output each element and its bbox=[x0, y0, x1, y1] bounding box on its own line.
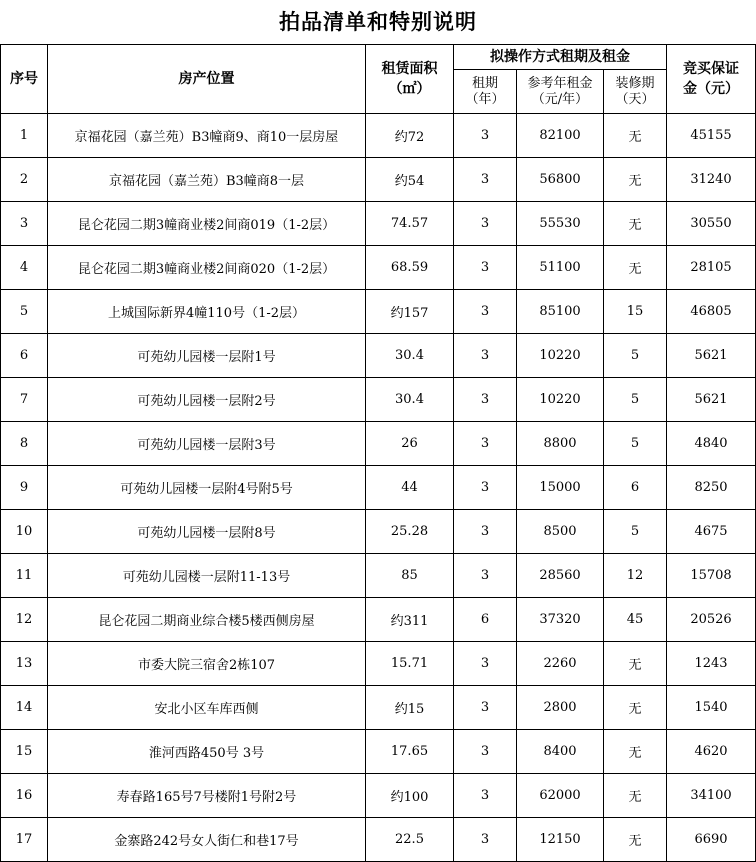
cell-area: 约54 bbox=[366, 158, 454, 202]
cell-reno: 无 bbox=[604, 730, 667, 774]
cell-reno: 15 bbox=[604, 290, 667, 334]
table-row bbox=[1, 510, 756, 554]
cell-term: 3 bbox=[454, 686, 517, 730]
cell-reno: 无 bbox=[604, 158, 667, 202]
cell-deposit: 4840 bbox=[667, 422, 756, 466]
col-header-area-line2: （㎡） bbox=[388, 81, 431, 97]
cell-term: 3 bbox=[454, 246, 517, 290]
table-row bbox=[1, 158, 756, 202]
table-row bbox=[1, 686, 756, 730]
cell-area: 68.59 bbox=[366, 246, 454, 290]
table-row bbox=[1, 334, 756, 378]
cell-reno: 无 bbox=[604, 246, 667, 290]
cell-deposit: 45155 bbox=[667, 114, 756, 158]
cell-no: 2 bbox=[1, 158, 48, 202]
cell-reno: 无 bbox=[604, 114, 667, 158]
cell-reno: 45 bbox=[604, 598, 667, 642]
cell-rent: 8400 bbox=[517, 730, 604, 774]
cell-no: 4 bbox=[1, 246, 48, 290]
table-row bbox=[1, 554, 756, 598]
cell-deposit: 20526 bbox=[667, 598, 756, 642]
col-header-rent-line1: 参考年租金 bbox=[527, 75, 593, 91]
col-header-reno-line1: 装修期 bbox=[615, 75, 655, 91]
cell-deposit: 4620 bbox=[667, 730, 756, 774]
cell-rent: 56800 bbox=[517, 158, 604, 202]
cell-area: 25.28 bbox=[366, 510, 454, 554]
cell-location: 上城国际新界4幢110号（1-2层） bbox=[48, 290, 366, 334]
cell-area: 约100 bbox=[366, 774, 454, 818]
cell-rent: 82100 bbox=[517, 114, 604, 158]
table-row bbox=[1, 466, 756, 510]
cell-area: 85 bbox=[366, 554, 454, 598]
cell-reno: 5 bbox=[604, 510, 667, 554]
cell-term: 3 bbox=[454, 642, 517, 686]
cell-rent: 2800 bbox=[517, 686, 604, 730]
cell-deposit: 1540 bbox=[667, 686, 756, 730]
cell-rent: 37320 bbox=[517, 598, 604, 642]
cell-reno: 5 bbox=[604, 422, 667, 466]
col-header-deposit-line1: 竞买保证 bbox=[683, 61, 739, 77]
cell-no: 6 bbox=[1, 334, 48, 378]
cell-area: 44 bbox=[366, 466, 454, 510]
cell-term: 3 bbox=[454, 158, 517, 202]
cell-location: 可苑幼儿园楼一层附2号 bbox=[48, 378, 366, 422]
cell-no: 9 bbox=[1, 466, 48, 510]
col-header-no: 序号 bbox=[1, 45, 48, 114]
cell-location: 可苑幼儿园楼一层附1号 bbox=[48, 334, 366, 378]
cell-no: 12 bbox=[1, 598, 48, 642]
table-row bbox=[1, 598, 756, 642]
table-row bbox=[1, 730, 756, 774]
cell-location: 寿春路165号7号楼附1号附2号 bbox=[48, 774, 366, 818]
cell-location: 可苑幼儿园楼一层附11-13号 bbox=[48, 554, 366, 598]
cell-rent: 62000 bbox=[517, 774, 604, 818]
cell-deposit: 8250 bbox=[667, 466, 756, 510]
cell-term: 3 bbox=[454, 202, 517, 246]
cell-rent: 51100 bbox=[517, 246, 604, 290]
cell-location: 昆仑花园二期3幢商业楼2间商020（1-2层） bbox=[48, 246, 366, 290]
table-row bbox=[1, 818, 756, 862]
cell-rent: 10220 bbox=[517, 378, 604, 422]
cell-location: 昆仑花园二期商业综合楼5楼西侧房屋 bbox=[48, 598, 366, 642]
col-header-rent bbox=[517, 70, 604, 114]
cell-no: 10 bbox=[1, 510, 48, 554]
cell-reno: 无 bbox=[604, 774, 667, 818]
col-header-term-line2: （年） bbox=[465, 91, 505, 107]
col-header-location: 房产位置 bbox=[48, 45, 366, 114]
cell-location: 昆仑花园二期3幢商业楼2间商019（1-2层） bbox=[48, 202, 366, 246]
cell-no: 3 bbox=[1, 202, 48, 246]
cell-deposit: 5621 bbox=[667, 378, 756, 422]
cell-rent: 2260 bbox=[517, 642, 604, 686]
cell-rent: 10220 bbox=[517, 334, 604, 378]
cell-rent: 85100 bbox=[517, 290, 604, 334]
auction-items-table bbox=[0, 44, 756, 862]
table-row bbox=[1, 290, 756, 334]
col-header-term bbox=[454, 70, 517, 114]
cell-area: 22.5 bbox=[366, 818, 454, 862]
cell-term: 3 bbox=[454, 510, 517, 554]
cell-deposit: 6690 bbox=[667, 818, 756, 862]
table-row bbox=[1, 246, 756, 290]
cell-term: 3 bbox=[454, 114, 517, 158]
cell-deposit: 30550 bbox=[667, 202, 756, 246]
cell-rent: 28560 bbox=[517, 554, 604, 598]
cell-location: 京福花园（嘉兰苑）B3幢商9、商10一层房屋 bbox=[48, 114, 366, 158]
cell-no: 11 bbox=[1, 554, 48, 598]
cell-rent: 8800 bbox=[517, 422, 604, 466]
cell-location: 可苑幼儿园楼一层附4号附5号 bbox=[48, 466, 366, 510]
cell-term: 3 bbox=[454, 378, 517, 422]
cell-area: 30.4 bbox=[366, 378, 454, 422]
cell-reno: 无 bbox=[604, 818, 667, 862]
cell-term: 3 bbox=[454, 290, 517, 334]
cell-term: 3 bbox=[454, 774, 517, 818]
cell-deposit: 1243 bbox=[667, 642, 756, 686]
table-row bbox=[1, 378, 756, 422]
col-header-deposit-line2: 金（元） bbox=[683, 81, 739, 97]
cell-no: 14 bbox=[1, 686, 48, 730]
table-row bbox=[1, 202, 756, 246]
cell-reno: 5 bbox=[604, 378, 667, 422]
col-header-area bbox=[366, 45, 454, 114]
cell-area: 74.57 bbox=[366, 202, 454, 246]
col-header-term-line1: 租期 bbox=[471, 75, 498, 91]
cell-area: 约72 bbox=[366, 114, 454, 158]
header-row-top bbox=[1, 45, 756, 70]
cell-area: 约157 bbox=[366, 290, 454, 334]
table-body bbox=[1, 114, 756, 862]
cell-term: 3 bbox=[454, 466, 517, 510]
cell-deposit: 4675 bbox=[667, 510, 756, 554]
cell-rent: 8500 bbox=[517, 510, 604, 554]
cell-term: 3 bbox=[454, 818, 517, 862]
table-row bbox=[1, 642, 756, 686]
cell-area: 约15 bbox=[366, 686, 454, 730]
cell-no: 16 bbox=[1, 774, 48, 818]
cell-area: 15.71 bbox=[366, 642, 454, 686]
col-header-reno bbox=[604, 70, 667, 114]
col-header-area-line1: 租赁面积 bbox=[381, 61, 438, 77]
col-header-group: 拟操作方式租期及租金 bbox=[454, 45, 667, 70]
cell-location: 淮河西路450号 3号 bbox=[48, 730, 366, 774]
cell-no: 13 bbox=[1, 642, 48, 686]
cell-no: 15 bbox=[1, 730, 48, 774]
table-row bbox=[1, 114, 756, 158]
cell-deposit: 15708 bbox=[667, 554, 756, 598]
cell-rent: 12150 bbox=[517, 818, 604, 862]
cell-term: 3 bbox=[454, 554, 517, 598]
cell-term: 6 bbox=[454, 598, 517, 642]
cell-deposit: 28105 bbox=[667, 246, 756, 290]
cell-location: 可苑幼儿园楼一层附3号 bbox=[48, 422, 366, 466]
cell-reno: 6 bbox=[604, 466, 667, 510]
cell-area: 约311 bbox=[366, 598, 454, 642]
cell-no: 1 bbox=[1, 114, 48, 158]
cell-rent: 55530 bbox=[517, 202, 604, 246]
cell-area: 30.4 bbox=[366, 334, 454, 378]
table-row bbox=[1, 422, 756, 466]
cell-term: 3 bbox=[454, 334, 517, 378]
cell-location: 京福花园（嘉兰苑）B3幢商8一层 bbox=[48, 158, 366, 202]
cell-deposit: 46805 bbox=[667, 290, 756, 334]
table-row bbox=[1, 774, 756, 818]
cell-reno: 12 bbox=[604, 554, 667, 598]
col-header-reno-line2: （天） bbox=[615, 91, 655, 107]
cell-rent: 15000 bbox=[517, 466, 604, 510]
col-header-rent-line2: （元/年） bbox=[531, 91, 589, 107]
cell-reno: 无 bbox=[604, 686, 667, 730]
cell-location: 可苑幼儿园楼一层附8号 bbox=[48, 510, 366, 554]
cell-no: 5 bbox=[1, 290, 48, 334]
document-title: 拍品清单和特别说明 bbox=[279, 10, 477, 34]
cell-area: 17.65 bbox=[366, 730, 454, 774]
cell-reno: 5 bbox=[604, 334, 667, 378]
cell-term: 3 bbox=[454, 730, 517, 774]
cell-deposit: 5621 bbox=[667, 334, 756, 378]
cell-deposit: 31240 bbox=[667, 158, 756, 202]
cell-deposit: 34100 bbox=[667, 774, 756, 818]
cell-term: 3 bbox=[454, 422, 517, 466]
cell-location: 安北小区车库西侧 bbox=[48, 686, 366, 730]
cell-reno: 无 bbox=[604, 202, 667, 246]
cell-area: 26 bbox=[366, 422, 454, 466]
cell-location: 市委大院三宿舍2栋107 bbox=[48, 642, 366, 686]
cell-reno: 无 bbox=[604, 642, 667, 686]
cell-no: 17 bbox=[1, 818, 48, 862]
col-header-deposit bbox=[667, 45, 756, 114]
cell-no: 8 bbox=[1, 422, 48, 466]
cell-location: 金寨路242号女人街仁和巷17号 bbox=[48, 818, 366, 862]
cell-no: 7 bbox=[1, 378, 48, 422]
